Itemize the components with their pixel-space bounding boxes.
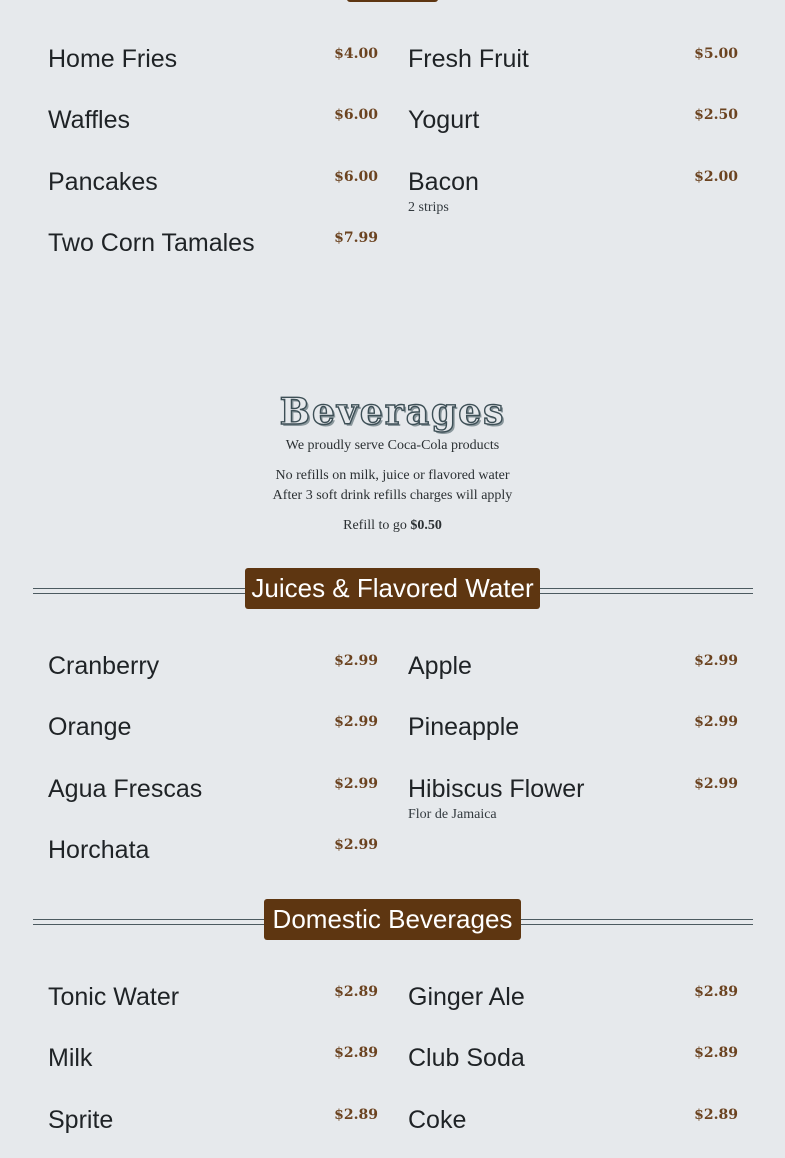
item-name: Coke [408,1106,467,1134]
item-name: Club Soda [408,1044,525,1072]
item-name: Home Fries [48,45,178,73]
item-price: $2.00 [694,169,738,185]
item-price: $4.00 [334,46,378,62]
item-name: Bacon [408,168,479,196]
item-description: 2 strips [408,200,449,215]
item-name: Milk [48,1044,93,1072]
item-price: $2.99 [334,776,378,792]
item-name: Two Corn Tamales [48,229,255,257]
item-price: $2.89 [694,1045,738,1061]
beverages-note: No refills on milk, juice or flavored water [275,468,510,483]
item-name: Apple [408,652,472,680]
item-name: Yogurt [408,106,480,134]
item-price: $2.89 [334,1107,378,1123]
item-price: $2.99 [694,653,738,669]
item-price: $2.99 [334,837,378,853]
item-name: Sprite [48,1106,114,1134]
section-label-domestic: Domestic Beverages [264,899,521,940]
item-price: $2.89 [694,984,738,1000]
item-price: $2.89 [694,1107,738,1123]
item-price: $2.89 [334,1045,378,1061]
refill-price: $0.50 [410,518,442,533]
item-price: $2.99 [694,776,738,792]
refill-note [0,516,785,536]
item-price: $2.50 [694,107,738,123]
item-name: Hibiscus Flower [408,775,585,803]
section-label-juices: Juices & Flavored Water [245,568,540,609]
item-price: $2.89 [334,984,378,1000]
item-price: $2.99 [334,714,378,730]
beverages-note: We proudly serve Coca-Cola products [285,438,500,453]
beverages-note: After 3 soft drink refills charges will apply [272,488,513,503]
item-price: $6.00 [334,107,378,123]
item-description: Flor de Jamaica [408,807,497,822]
item-price: $5.00 [694,46,738,62]
item-name: Cranberry [48,652,160,680]
item-name: Agua Frescas [48,775,203,803]
beverages-title: Beverages [279,391,506,433]
refill-label: Refill to go [343,518,407,533]
item-name: Pineapple [408,713,520,741]
item-name: Pancakes [48,168,158,196]
item-price: $2.99 [694,714,738,730]
item-name: Orange [48,713,132,741]
item-price: $6.00 [334,169,378,185]
item-name: Ginger Ale [408,983,525,1011]
item-name: Fresh Fruit [408,45,529,73]
item-name: Tonic Water [48,983,180,1011]
item-price: $7.99 [334,230,378,246]
item-price: $2.99 [334,653,378,669]
item-name: Horchata [48,836,150,864]
item-name: Waffles [48,106,130,134]
section-tab-top [347,0,438,2]
